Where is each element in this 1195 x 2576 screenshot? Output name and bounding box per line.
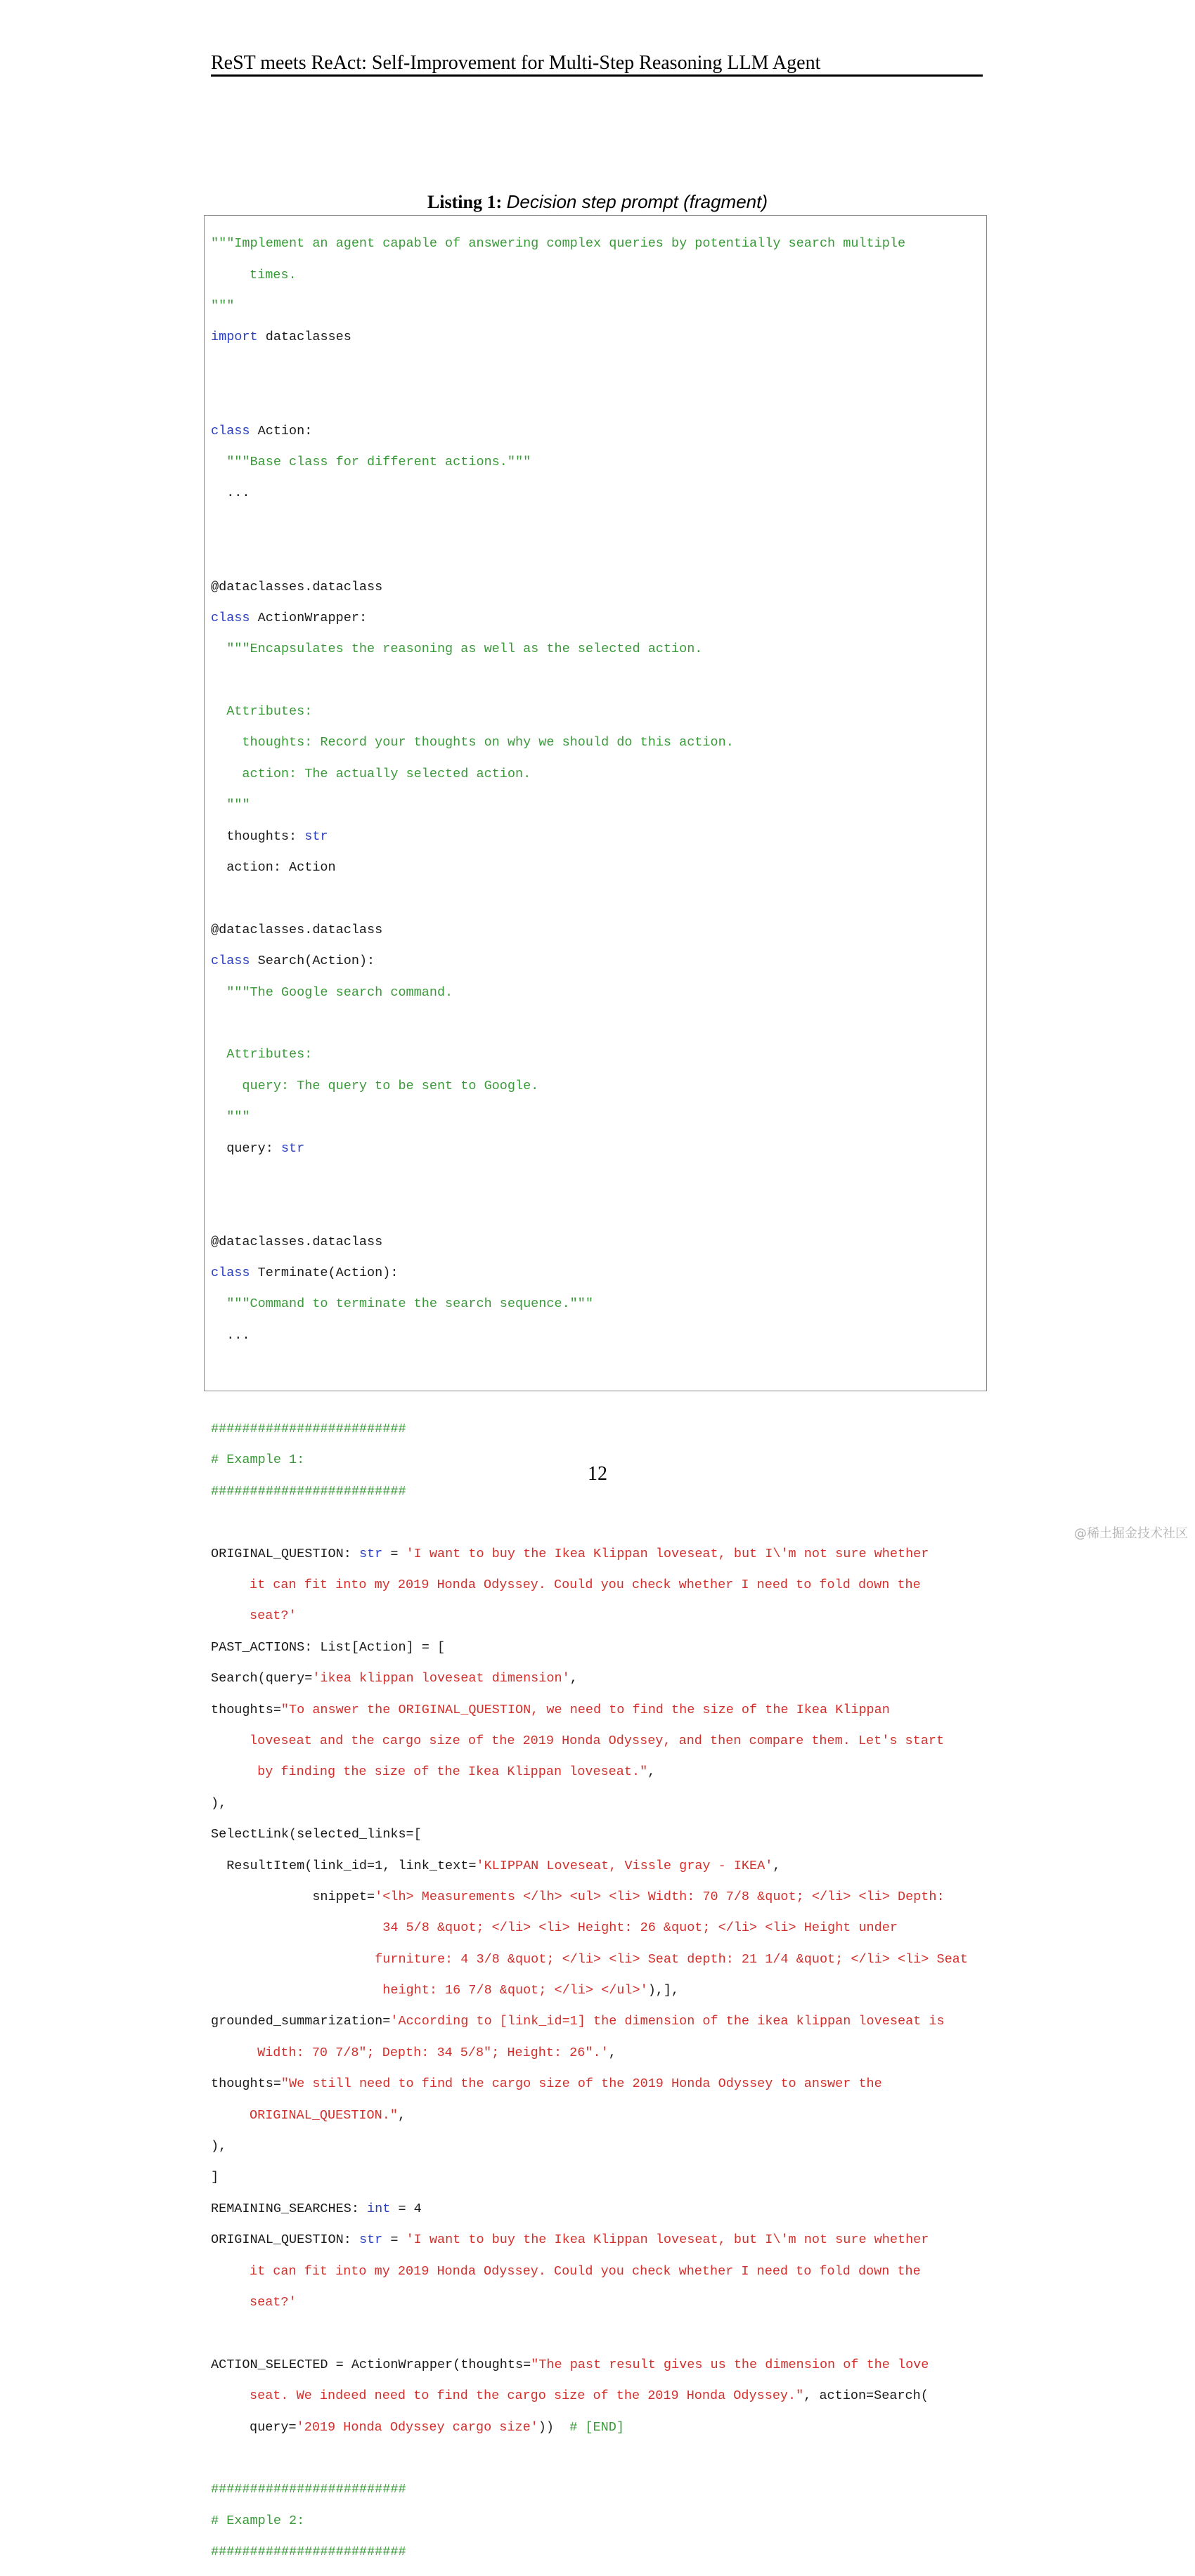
code-line: import dataclasses: [211, 330, 351, 345]
blank-line: [211, 1172, 984, 1188]
code-line: @dataclasses.dataclass: [211, 922, 383, 937]
code-line: """: [211, 1110, 250, 1125]
code-line: loveseat and the cargo size of the 2019 Honda Odyssey, and then compare them. Let's start: [250, 1733, 945, 1748]
blank-line: [211, 2326, 984, 2341]
code-line: """Encapsulates the reasoning as well as the selected action.: [211, 642, 703, 657]
code-line: #########################: [211, 1483, 406, 1499]
code-listing: [211, 221, 984, 2576]
code-line: action: The actually selected action.: [211, 766, 531, 781]
listing-title: Decision step prompt (fragment): [506, 191, 768, 212]
code-line: grounded_summarization='According to [link_id=1] the dimension of the ikea klippan loveseat is: [211, 2014, 945, 2029]
code-line: @dataclasses.dataclass: [211, 1234, 383, 1249]
listing-label: Listing 1:: [427, 192, 503, 212]
code-line: ORIGINAL_QUESTION: str = 'I want to buy the Ikea Klippan loveseat, but I\'m not sure whether: [211, 1546, 929, 1561]
blank-line: [211, 392, 984, 408]
code-line: ),: [211, 1795, 227, 1811]
blank-line: [211, 1515, 984, 1530]
code-line: """The Google search command.: [211, 984, 453, 1000]
listing-caption: [0, 190, 1195, 214]
code-line: class Terminate(Action):: [211, 1266, 399, 1281]
page-number: 12: [588, 1463, 607, 1485]
code-line: PAST_ACTIONS: List[Action] = [: [211, 1639, 446, 1655]
code-line: ResultItem(link_id=1, link_text='KLIPPAN Loveseat, Vissle gray - IKEA',: [211, 1858, 781, 1873]
blank-line: [211, 2451, 984, 2466]
code-line: thoughts: Record your thoughts on why we should do this action.: [211, 735, 734, 750]
blank-line: [211, 517, 984, 533]
code-line: ]: [211, 2170, 219, 2185]
running-head: ReST meets ReAct: Self-Improvement for Multi-Step Reasoning LLM Agent: [211, 52, 821, 74]
code-line: """Base class for different actions.""": [211, 454, 531, 469]
code-line: # Example 1:: [211, 1452, 305, 1468]
code-line: height: 16 7/8 &quot; </li> </ul>'),],: [211, 1983, 680, 1998]
code-line: # Example 2:: [211, 2513, 305, 2528]
code-line: @dataclasses.dataclass: [211, 579, 383, 594]
blank-line: [211, 673, 984, 689]
blank-line: [211, 891, 984, 906]
code-line: Width: 70 7/8"; Depth: 34 5/8"; Height: 26".',: [250, 2045, 616, 2060]
code-line: action: Action: [211, 860, 336, 876]
code-line: thoughts="To answer the ORIGINAL_QUESTION, we need to find the size of the Ikea Klippan: [211, 1702, 890, 1717]
code-line: query='2019 Honda Odyssey cargo size')) # [END]: [250, 2419, 624, 2435]
code-line: Search(query='ikea klippan loveseat dimension',: [211, 1671, 578, 1686]
code-line: ...: [211, 486, 250, 501]
blank-line: [211, 1016, 984, 1032]
code-line: #########################: [211, 2544, 406, 2560]
blank-line: [211, 1359, 984, 1374]
code-line: ACTION_SELECTED = ActionWrapper(thoughts="The past result gives us the dimension of the love: [211, 2357, 929, 2372]
code-line: thoughts: str: [211, 828, 328, 844]
code-line: """: [211, 798, 250, 813]
code-line: Attributes:: [211, 1047, 313, 1062]
header-rule: [211, 74, 983, 77]
code-line: seat?': [250, 1608, 297, 1624]
code-line: class Search(Action):: [211, 954, 375, 969]
code-line: times.: [250, 267, 297, 282]
blank-line: [211, 1391, 984, 1406]
code-line: seat. We indeed need to find the cargo size of the 2019 Honda Odyssey.", action=Search(: [250, 2388, 929, 2404]
code-line: #########################: [211, 2482, 406, 2497]
blank-line: [211, 361, 984, 377]
code-line: Attributes:: [211, 704, 313, 720]
code-line: by finding the size of the Ikea Klippan loveseat.",: [250, 1764, 656, 1780]
code-line: 34 5/8 &quot; </li> <li> Height: 26 &quot; </li> <li> Height under: [211, 1920, 898, 1936]
code-line: ORIGINAL_QUESTION: str = 'I want to buy the Ikea Klippan loveseat, but I\'m not sure whether: [211, 2232, 929, 2248]
code-line: ),: [211, 2139, 227, 2154]
code-line: SelectLink(selected_links=[: [211, 1827, 422, 1842]
code-line: class Action:: [211, 423, 313, 438]
code-line: thoughts="We still need to find the cargo size of the 2019 Honda Odyssey to answer the: [211, 2076, 882, 2092]
code-line: """Implement an agent capable of answering complex queries by potentially search multiple: [211, 236, 906, 252]
code-line: ORIGINAL_QUESTION.",: [250, 2107, 406, 2123]
code-line: it can fit into my 2019 Honda Odyssey. Could you check whether I need to fold down the: [250, 2263, 921, 2279]
code-line: REMAINING_SEARCHES: int = 4: [211, 2201, 422, 2216]
code-line: """Command to terminate the search sequence.""": [211, 1296, 593, 1312]
code-line: #########################: [211, 1422, 406, 1437]
code-line: query: str: [211, 1140, 305, 1156]
code-line: ...: [211, 1327, 250, 1343]
code-line: """: [211, 298, 235, 313]
blank-line: [211, 1203, 984, 1218]
code-line: it can fit into my 2019 Honda Odyssey. Could you check whether I need to fold down the: [250, 1578, 921, 1592]
blank-line: [211, 548, 984, 564]
code-line: furniture: 4 3/8 &quot; </li> <li> Seat depth: 21 1/4 &quot; </li> <li> Seat: [211, 1951, 968, 1967]
watermark: @稀土掘金技术社区: [1074, 1526, 1188, 1541]
code-line: snippet='<lh> Measurements </lh> <ul> <li> Width: 70 7/8 &quot; </li> <li> Depth:: [211, 1889, 945, 1904]
code-line: seat?': [250, 2294, 297, 2310]
code-line: query: The query to be sent to Google.: [211, 1078, 539, 1093]
code-line: class ActionWrapper:: [211, 610, 368, 625]
